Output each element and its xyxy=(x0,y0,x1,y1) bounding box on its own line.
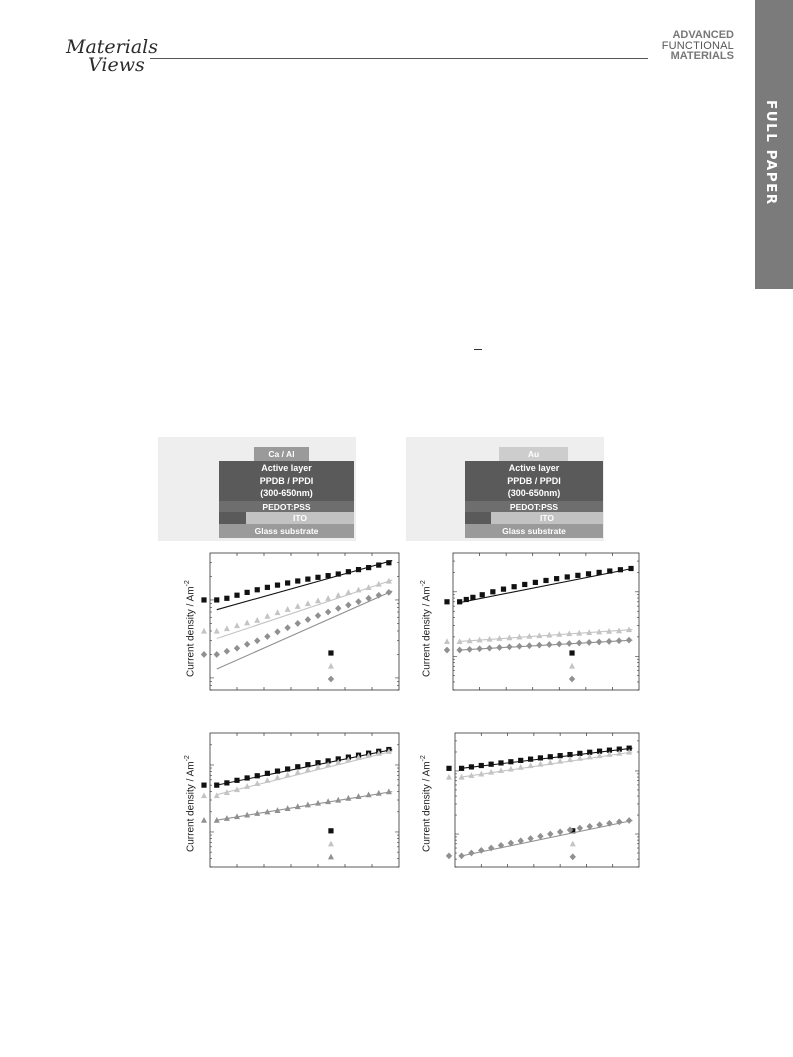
data-point-2 xyxy=(536,632,542,638)
plot-frame xyxy=(455,733,639,867)
jv-plot-b-bottom xyxy=(455,733,639,867)
fit-line-1 xyxy=(460,568,633,602)
data-point-2 xyxy=(315,597,321,603)
data-point-1 xyxy=(533,580,538,585)
active-layer-b-line2: PPDB / PPDI xyxy=(507,475,561,486)
data-point-1 xyxy=(508,759,513,764)
data-point-2 xyxy=(214,628,220,634)
axis-marker-2 xyxy=(446,774,452,780)
data-point-3 xyxy=(516,643,522,650)
data-point-1 xyxy=(234,778,239,783)
data-point-2 xyxy=(275,609,281,615)
jv-plot-a-top xyxy=(210,553,399,690)
data-point-3 xyxy=(356,793,362,799)
data-point-2 xyxy=(488,769,494,775)
data-point-3 xyxy=(526,642,532,649)
plot-frame xyxy=(210,553,399,690)
data-point-2 xyxy=(244,783,250,789)
data-point-1 xyxy=(538,755,543,760)
data-point-1 xyxy=(366,565,371,570)
data-point-1 xyxy=(490,589,495,594)
data-point-1 xyxy=(255,587,260,592)
data-point-2 xyxy=(224,625,230,631)
y-axis-label-text: Current density / Am xyxy=(185,761,197,852)
data-point-1 xyxy=(597,570,602,575)
fit-line-2 xyxy=(460,630,633,642)
section-tab-label: FULL PAPER xyxy=(763,100,779,206)
active-layer-a-line2: PPDB / PPDI xyxy=(259,475,314,486)
y-axis-label-text: Current density / Am xyxy=(421,586,433,677)
device-stack-a xyxy=(158,437,356,541)
data-point-2 xyxy=(244,620,250,626)
data-point-1 xyxy=(498,760,503,765)
data-point-3 xyxy=(335,605,341,612)
data-point-2 xyxy=(356,587,362,593)
data-point-1 xyxy=(607,568,612,573)
data-point-1 xyxy=(346,569,351,574)
jv-plot-a-bottom xyxy=(210,733,399,867)
data-point-3 xyxy=(576,640,582,647)
data-point-1 xyxy=(295,578,300,583)
data-point-2 xyxy=(234,622,240,628)
data-point-3 xyxy=(264,633,270,640)
active-layer-a-line3: (300-650nm) xyxy=(260,488,313,499)
data-point-3 xyxy=(254,637,260,644)
axis-marker-3 xyxy=(446,852,452,859)
data-point-3 xyxy=(234,645,240,652)
legend-marker-1 xyxy=(328,650,333,655)
y-axis-label-sup: -2 xyxy=(420,755,427,762)
data-point-3 xyxy=(506,643,512,650)
data-point-1 xyxy=(265,585,270,590)
pedot-step-a xyxy=(219,512,246,524)
y-axis-label-sup: -2 xyxy=(420,580,427,587)
data-point-1 xyxy=(315,575,320,580)
fit-line-1 xyxy=(462,748,633,768)
legend-marker-2 xyxy=(328,663,334,669)
data-point-1 xyxy=(245,775,250,780)
data-point-2 xyxy=(506,634,512,640)
logo-right-line3: MATERIALS xyxy=(670,50,734,62)
active-layer-b-line3: (300-650nm) xyxy=(507,488,561,499)
data-point-1 xyxy=(575,573,580,578)
legend-marker-2 xyxy=(328,841,334,847)
data-point-2 xyxy=(295,769,301,775)
data-point-1 xyxy=(285,580,290,585)
pedot-layer-b: PEDOT:PSS xyxy=(465,501,603,512)
data-point-2 xyxy=(557,758,563,764)
data-point-3 xyxy=(626,817,632,824)
data-point-2 xyxy=(264,613,270,619)
data-point-2 xyxy=(254,617,260,623)
data-point-1 xyxy=(459,766,464,771)
legend-marker-3 xyxy=(328,676,334,683)
data-point-1 xyxy=(558,753,563,758)
data-point-2 xyxy=(526,633,532,639)
jv-plot-b-top xyxy=(453,553,639,690)
axis-marker-1 xyxy=(201,597,206,602)
y-axis-label-text: Current density / Am xyxy=(421,761,433,852)
data-point-2 xyxy=(508,766,514,772)
data-point-1 xyxy=(214,783,219,788)
data-point-1 xyxy=(489,762,494,767)
data-point-1 xyxy=(501,587,506,592)
data-point-3 xyxy=(606,638,612,645)
data-point-1 xyxy=(386,560,391,565)
data-point-1 xyxy=(245,590,250,595)
data-point-3 xyxy=(456,647,462,654)
data-point-3 xyxy=(596,639,602,646)
data-point-3 xyxy=(468,850,474,857)
data-point-3 xyxy=(556,641,562,648)
legend-marker-2 xyxy=(569,663,575,669)
data-point-1 xyxy=(565,574,570,579)
header-rule xyxy=(150,58,648,59)
y-axis-label-b-bottom xyxy=(420,755,432,852)
data-point-2 xyxy=(528,762,534,768)
y-axis-label-text: Current density / Am xyxy=(185,586,197,677)
fit-line-1 xyxy=(217,750,393,786)
data-point-1 xyxy=(214,597,219,602)
data-point-3 xyxy=(284,624,290,631)
data-point-3 xyxy=(458,852,464,859)
data-point-2 xyxy=(214,792,220,798)
data-point-1 xyxy=(480,592,485,597)
fit-line-2 xyxy=(217,751,393,794)
data-point-3 xyxy=(536,642,542,649)
data-point-3 xyxy=(557,829,563,836)
y-axis-label-b-top xyxy=(420,580,432,677)
data-point-3 xyxy=(305,616,311,623)
data-point-1 xyxy=(295,764,300,769)
data-point-3 xyxy=(486,645,492,652)
active-layer-b xyxy=(465,461,603,501)
data-point-3 xyxy=(345,602,351,609)
data-point-1 xyxy=(586,571,591,576)
device-stack-b xyxy=(406,437,604,541)
data-point-1 xyxy=(518,758,523,763)
legend-marker-1 xyxy=(569,650,574,655)
legend-marker-3 xyxy=(570,853,576,860)
data-point-1 xyxy=(469,764,474,769)
data-point-3 xyxy=(224,648,230,655)
data-point-1 xyxy=(470,595,475,600)
data-point-2 xyxy=(325,595,331,601)
data-point-2 xyxy=(285,606,291,612)
data-point-1 xyxy=(265,771,270,776)
legend-marker-2 xyxy=(570,841,576,847)
legend-marker-3 xyxy=(328,854,334,860)
y-axis-label-a-bottom xyxy=(184,755,196,852)
data-point-3 xyxy=(355,598,361,605)
legend-marker-3 xyxy=(569,676,575,683)
data-point-3 xyxy=(214,651,220,658)
data-point-1 xyxy=(628,566,633,571)
data-point-3 xyxy=(546,641,552,648)
data-point-3 xyxy=(476,645,482,652)
data-point-1 xyxy=(543,578,548,583)
axis-marker-3 xyxy=(201,817,207,823)
axis-marker-3 xyxy=(201,651,207,658)
data-point-2 xyxy=(518,764,524,770)
data-point-1 xyxy=(255,773,260,778)
data-point-2 xyxy=(567,756,573,762)
ito-layer-b: ITO xyxy=(491,512,603,524)
data-point-1 xyxy=(464,597,469,602)
data-point-1 xyxy=(224,780,229,785)
axis-marker-3 xyxy=(444,647,450,654)
substrate-a: Glass substrate xyxy=(219,524,354,538)
fit-line-2 xyxy=(462,752,633,777)
pedot-step-b xyxy=(465,512,491,524)
top-electrode-a: Ca / Al xyxy=(254,447,309,461)
data-point-1 xyxy=(528,757,533,762)
data-point-1 xyxy=(356,567,361,572)
data-point-1 xyxy=(224,596,229,601)
data-point-3 xyxy=(616,637,622,644)
data-point-3 xyxy=(274,628,280,635)
y-axis-label-a-top xyxy=(184,580,196,677)
data-point-1 xyxy=(305,577,310,582)
axis-marker-2 xyxy=(444,638,450,644)
fit-line-3 xyxy=(462,820,633,855)
data-point-2 xyxy=(264,777,270,783)
fit-line-3 xyxy=(217,792,393,821)
data-point-2 xyxy=(335,592,341,598)
axis-marker-1 xyxy=(446,766,451,771)
data-point-3 xyxy=(547,831,553,838)
data-point-2 xyxy=(345,589,351,595)
data-point-2 xyxy=(546,632,552,638)
data-point-3 xyxy=(315,612,321,619)
data-point-2 xyxy=(295,603,301,609)
top-electrode-b: Au xyxy=(499,447,568,461)
data-point-1 xyxy=(618,567,623,572)
data-point-1 xyxy=(376,562,381,567)
legend-marker-1 xyxy=(328,828,333,833)
data-point-3 xyxy=(325,609,331,616)
y-axis-label-sup: -2 xyxy=(184,755,191,762)
active-layer-a xyxy=(219,461,354,501)
data-point-2 xyxy=(275,774,281,780)
data-point-3 xyxy=(566,640,572,647)
stray-mark xyxy=(474,349,482,350)
data-point-3 xyxy=(305,802,311,808)
data-point-1 xyxy=(512,584,517,589)
data-point-1 xyxy=(234,593,239,598)
axis-marker-1 xyxy=(444,599,449,604)
data-point-1 xyxy=(457,599,462,604)
data-point-3 xyxy=(376,790,382,796)
y-axis-label-sup: -2 xyxy=(184,580,191,587)
axis-marker-2 xyxy=(201,628,207,634)
materials-views-logo xyxy=(66,38,156,78)
pedot-layer-a: PEDOT:PSS xyxy=(219,501,354,512)
data-point-1 xyxy=(275,768,280,773)
logo-right-line2: FUNCTIONAL xyxy=(661,39,734,52)
logo-left-line1: Materials xyxy=(66,36,158,58)
active-layer-b-line1: Active layer xyxy=(508,463,560,474)
advanced-functional-materials-logo xyxy=(652,30,734,62)
ito-layer-a: ITO xyxy=(246,512,354,524)
data-point-3 xyxy=(366,791,372,797)
active-layer-a-line1: Active layer xyxy=(261,463,312,474)
data-point-1 xyxy=(554,576,559,581)
logo-right-line1: ADVANCED xyxy=(672,29,734,41)
data-point-2 xyxy=(516,634,522,640)
data-point-3 xyxy=(295,620,301,627)
data-point-1 xyxy=(326,573,331,578)
data-point-3 xyxy=(626,637,632,644)
data-point-3 xyxy=(466,646,472,653)
axis-marker-2 xyxy=(201,792,207,798)
data-point-3 xyxy=(345,795,351,801)
data-point-3 xyxy=(386,589,392,596)
section-tab xyxy=(755,0,793,289)
data-point-3 xyxy=(496,644,502,651)
data-point-1 xyxy=(285,766,290,771)
data-point-1 xyxy=(479,763,484,768)
data-point-2 xyxy=(537,761,543,767)
data-point-2 xyxy=(498,767,504,773)
data-point-1 xyxy=(275,583,280,588)
data-point-2 xyxy=(285,772,291,778)
logo-left-line2: Views xyxy=(88,54,145,76)
data-point-1 xyxy=(548,754,553,759)
data-point-3 xyxy=(244,641,250,648)
data-point-1 xyxy=(336,571,341,576)
data-point-3 xyxy=(315,800,321,806)
substrate-b: Glass substrate xyxy=(465,524,603,538)
data-point-3 xyxy=(586,639,592,646)
data-point-1 xyxy=(522,582,527,587)
data-point-2 xyxy=(305,600,311,606)
data-point-2 xyxy=(254,780,260,786)
data-point-2 xyxy=(547,759,553,765)
axis-marker-1 xyxy=(201,783,206,788)
